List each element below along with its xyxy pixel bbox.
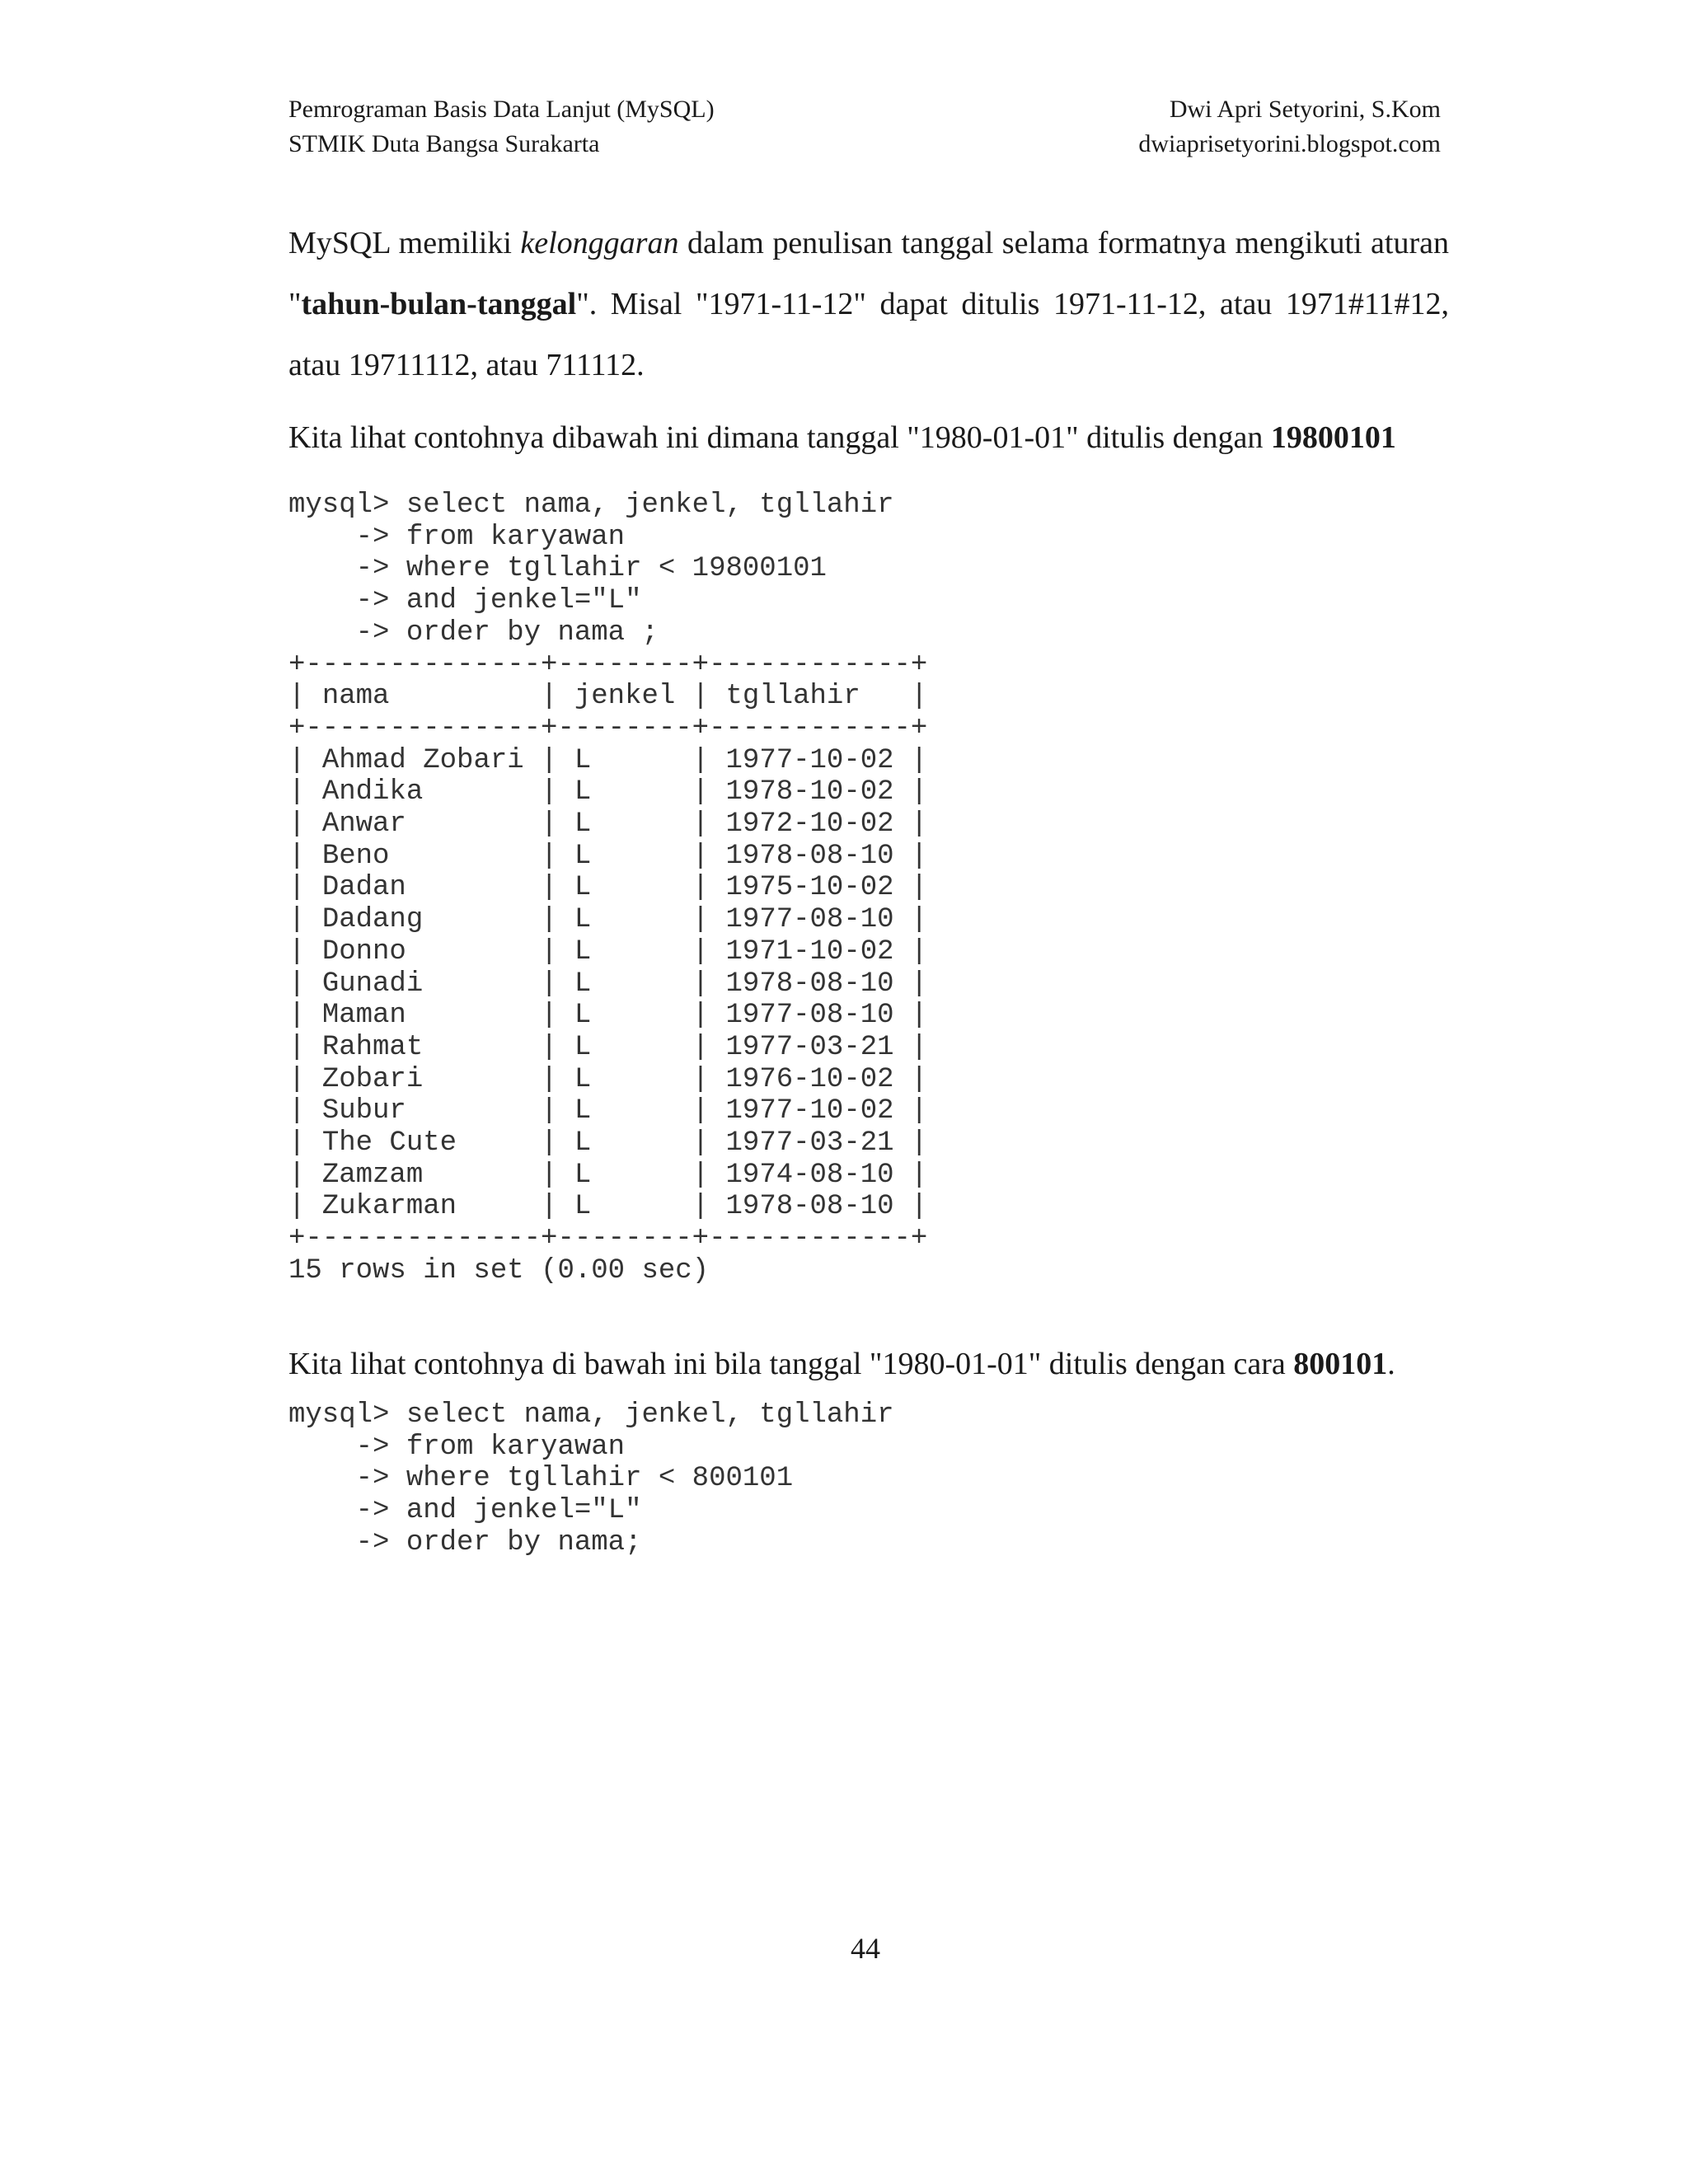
table-cell-tgllahir: 1978-10-02 <box>725 776 894 808</box>
header-institution: STMIK Duta Bangsa Surakarta <box>288 130 600 157</box>
table-cell-nama: Donno <box>321 935 524 968</box>
intro-paragraph <box>288 213 1449 396</box>
table-border-middle: +--------------+--------+------------+ <box>288 712 928 744</box>
query2-line: mysql> select nama, jenkel, tgllahir <box>288 1399 894 1431</box>
table-cell-tgllahir: 1974-08-10 <box>725 1159 894 1191</box>
page-header <box>288 92 1441 162</box>
intro-bold-format: tahun-bulan-tanggal <box>301 287 577 321</box>
table-row: | Ahmad Zobari | L | 1977-10-02 | <box>288 744 928 776</box>
table-column-header-nama: nama <box>321 681 524 713</box>
table-cell-nama: The Cute <box>321 1127 524 1160</box>
table-cell-jenkel: L <box>574 1000 676 1032</box>
query2-line: -> and jenkel="L" <box>288 1495 642 1527</box>
table-cell-nama: Maman <box>321 1000 524 1032</box>
table-cell-jenkel: L <box>574 808 676 841</box>
table-row: | The Cute | L | 1977-03-21 | <box>288 1127 928 1160</box>
header-row-top <box>288 92 1441 127</box>
table-cell-jenkel: L <box>574 1191 676 1223</box>
table-cell-tgllahir: 1977-08-10 <box>725 1000 894 1032</box>
table-cell-jenkel: L <box>574 935 676 968</box>
table-cell-tgllahir: 1978-08-10 <box>725 968 894 1000</box>
table-cell-tgllahir: 1977-03-21 <box>725 1031 894 1063</box>
example1-bold-value: 19800101 <box>1270 420 1396 455</box>
query1-line: -> from karyawan <box>288 521 626 553</box>
example2-bold-value: 800101 <box>1293 1347 1388 1381</box>
table-cell-jenkel: L <box>574 1095 676 1127</box>
table-column-header-jenkel: jenkel <box>574 681 676 713</box>
query2-line: -> from karyawan <box>288 1431 626 1463</box>
table-row: | Subur | L | 1977-10-02 | <box>288 1095 928 1127</box>
table-cell-tgllahir: 1978-08-10 <box>725 840 894 872</box>
table-header-row: | nama | jenkel | tgllahir | <box>288 681 928 713</box>
table-cell-jenkel: L <box>574 904 676 936</box>
example2-text: Kita lihat contohnya di bawah ini bila tanggal "1980-01-01" ditulis dengan cara <box>288 1347 1294 1381</box>
table-cell-nama: Andika <box>321 776 524 808</box>
intro-text-2: dalam penulisan tanggal selama formatnya mengikuti aturan " <box>288 226 1449 321</box>
table-cell-nama: Zukarman <box>321 1191 524 1223</box>
table-cell-jenkel: L <box>574 744 676 776</box>
query2-line: -> where tgllahir < 800101 <box>288 1463 794 1495</box>
table-cell-tgllahir: 1977-10-02 <box>725 744 894 776</box>
table-cell-tgllahir: 1978-08-10 <box>725 1191 894 1223</box>
query1-line: -> where tgllahir < 19800101 <box>288 553 827 585</box>
table-cell-nama: Rahmat <box>321 1031 524 1063</box>
example1-paragraph <box>288 417 1449 458</box>
table-cell-nama: Zobari <box>321 1063 524 1095</box>
example2-end: . <box>1387 1347 1395 1381</box>
intro-text-1: MySQL memiliki <box>288 226 521 260</box>
table-cell-tgllahir: 1977-10-02 <box>725 1095 894 1127</box>
table-row: | Dadan | L | 1975-10-02 | <box>288 872 928 904</box>
table-row: | Gunadi | L | 1978-08-10 | <box>288 968 928 1000</box>
table-row: | Anwar | L | 1972-10-02 | <box>288 808 928 841</box>
table-row: | Zamzam | L | 1974-08-10 | <box>288 1159 928 1191</box>
table-cell-nama: Dadan <box>321 872 524 904</box>
table-row: | Donno | L | 1971-10-02 | <box>288 935 928 968</box>
intro-italic-term: kelonggaran <box>520 226 679 260</box>
table-column-header-tgllahir: tgllahir <box>725 681 894 713</box>
table-cell-jenkel: L <box>574 1063 676 1095</box>
example1-text: Kita lihat contohnya dibawah ini dimana tanggal "1980-01-01" ditulis dengan <box>288 420 1271 455</box>
table-cell-nama: Gunadi <box>321 968 524 1000</box>
table-cell-nama: Dadang <box>321 904 524 936</box>
header-row-bottom <box>288 127 1441 162</box>
table-cell-jenkel: L <box>574 872 676 904</box>
table-cell-tgllahir: 1977-03-21 <box>725 1127 894 1160</box>
table-cell-nama: Zamzam <box>321 1159 524 1191</box>
table-cell-tgllahir: 1977-08-10 <box>725 904 894 936</box>
table-row: | Beno | L | 1978-08-10 | <box>288 840 928 872</box>
table-cell-jenkel: L <box>574 1159 676 1191</box>
table-border-bottom: +--------------+--------+------------+ <box>288 1223 928 1255</box>
table-cell-jenkel: L <box>574 840 676 872</box>
table-cell-jenkel: L <box>574 776 676 808</box>
table-cell-tgllahir: 1976-10-02 <box>725 1063 894 1095</box>
intro-text-3: ". Misal "1971-11-12" dapat ditulis 1971-11-12, atau 1971#11#12, atau 19711112, atau 711112. <box>288 287 1449 382</box>
table-cell-nama: Beno <box>321 840 524 872</box>
table-cell-jenkel: L <box>574 1127 676 1160</box>
query1-line: -> and jenkel="L" <box>288 585 642 617</box>
query2-line: -> order by nama; <box>288 1526 642 1558</box>
table-cell-jenkel: L <box>574 1031 676 1063</box>
header-author: Dwi Apri Setyorini, S.Kom <box>1169 96 1441 123</box>
table-row: | Zukarman | L | 1978-08-10 | <box>288 1191 928 1223</box>
table-row: | Dadang | L | 1977-08-10 | <box>288 904 928 936</box>
table-row: | Zobari | L | 1976-10-02 | <box>288 1063 928 1095</box>
table-summary: 15 rows in set (0.00 sec) <box>288 1254 710 1286</box>
table-cell-jenkel: L <box>574 968 676 1000</box>
table-cell-tgllahir: 1972-10-02 <box>725 808 894 841</box>
table-body <box>288 745 927 1223</box>
header-course-title: Pemrograman Basis Data Lanjut (MySQL) <box>288 96 715 123</box>
page-number: 44 <box>851 1932 880 1965</box>
table-cell-nama: Subur <box>321 1095 524 1127</box>
table-cell-tgllahir: 1971-10-02 <box>725 935 894 968</box>
table-cell-nama: Ahmad Zobari <box>321 744 524 776</box>
query1-line: -> order by nama ; <box>288 616 659 649</box>
table-cell-tgllahir: 1975-10-02 <box>725 872 894 904</box>
example2-paragraph <box>288 1343 1449 1385</box>
query1-code-block <box>288 490 927 1287</box>
header-website: dwiaprisetyorini.blogspot.com <box>1138 130 1441 157</box>
table-row: | Maman | L | 1977-08-10 | <box>288 1000 928 1032</box>
table-row: | Andika | L | 1978-10-02 | <box>288 776 928 808</box>
query1-line: mysql> select nama, jenkel, tgllahir <box>288 490 894 521</box>
table-border-top: +--------------+--------+------------+ <box>288 649 928 681</box>
table-row: | Rahmat | L | 1977-03-21 | <box>288 1031 928 1063</box>
table-cell-nama: Anwar <box>321 808 524 841</box>
query2-code-block <box>288 1399 894 1559</box>
